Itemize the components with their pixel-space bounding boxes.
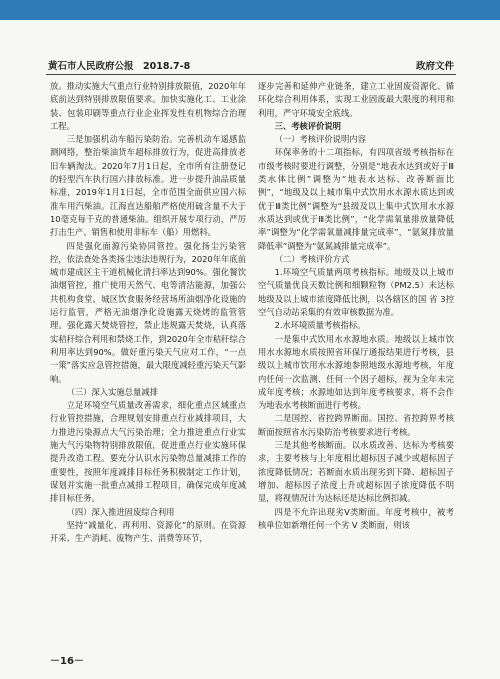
section-label: 政府文件 bbox=[415, 61, 454, 72]
subsection-heading: （一）考核评价说明内容 bbox=[274, 134, 366, 145]
paragraph: 三是加强机动车船污染防治。完善机动车遥感监测网络，整治柴油货车超标排放行为，促进高排放老旧车辆淘汰。2020年7月1日起，全市所有注册登记的轻型汽车执行国六排放标准。进一步提升油品质量标准，2019年1月1日起，全市范围全面供应国六标准车用汽柴油。江海直达船舶严格使用硫含量不大于10毫克每千克的普通柴油。组织开展专项行动，严厉打击生产、销售和使用非标车（船）用燃料。 bbox=[50, 134, 246, 238]
paragraph: 三是其他考核断面。以水质改善、达标为考核要求，主要考核与上年度相比超标因子减少或超标因子浓度降低情况；若断面水质出现劣到下降、超标因子增加、超标因子浓度上升或超标因子浓度降低不明显，将视情况计为达标还是达标比例扣减。 bbox=[258, 440, 454, 504]
paragraph: 逐步完善和延伸产业链条，建立工业固废资源化、循环化综合利用体系，实现工业固废最大限度的利用和利用，严守环境安全底线。 bbox=[258, 81, 454, 118]
section-heading: 三、考核评价说明 bbox=[274, 120, 341, 131]
right-column bbox=[258, 80, 454, 648]
subsection-heading: （二）考核评价方式 bbox=[274, 253, 350, 264]
left-column bbox=[50, 80, 246, 648]
paragraph: 四是强化面源污染协同管控。强化扬尘污染管控，依法查处各类扬尘违法违规行为，2020年年底前城市建成区主干道机械化清扫率达到90%。强化餐饮油烟管控，推广使用天然气、电等清洁能源，加强公共机构食堂、城区饮食服务经营场所油烟净化设施的运行监管，严格无油烟净化设施露天烧烤的监管管理。强化露天焚烧管控，禁止违规露天焚烧，认真落实秸秆综合利用和禁烧工作，到2020年全市秸秆综合利用率达到90%。做好重污染天气应对工作，“一点一策”落实应急管控措施，最大限度减轻重污染天气影响。 bbox=[50, 240, 246, 384]
subsection-heading: （三）深入实施总量减排 bbox=[66, 386, 158, 397]
header-color-bar bbox=[0, 0, 500, 20]
subsection-heading: （四）深入推进固废综合利用 bbox=[66, 506, 175, 517]
page-number: －16－ bbox=[50, 656, 84, 667]
publication-title: 黄石市人民政府公报 2018.7-8 bbox=[48, 61, 191, 72]
paragraph: 坚持“减量化、再利用、资源化”的原则。在资源开采、生产消耗、废物产生、消费等环节， bbox=[50, 519, 246, 544]
paragraph: 立足环境空气质量改善需求，细化重点区域重点行业管控措施，合理规划安排重点行业减排项目，大力推进污染源点大气污染治理；全力推进重点行业实施大气污染物特别排放限值，促进重点行业实施环保提升改造工程。要充分认识水污染物总量减排工作的重要性，按照年度减排目标任务积极制定工作计划，谋划并实施一批重点减排工程项目，确保完成年度减排目标任务。 bbox=[50, 400, 246, 504]
paragraph: 2.水环境质量考核指标。 bbox=[274, 320, 366, 331]
paragraph: 四是不允许出现劣Ⅴ类断面。年度考核中，被考核单位如新增任何一个劣 Ⅴ 类断面，则该 bbox=[258, 506, 454, 530]
paragraph: 一是集中式饮用水水源地水质。地级以上城市饮用水水源地水质按照省环保厅通报结果进行考核，县级以上城市饮用水水源地参照地级水源地考核，年度内任何一次监测、任何一个因子超标，视为全年未完成年度考核；水源地如达到年度考核要求，将不会作为地表水考核断面进行考核。 bbox=[258, 333, 454, 411]
paragraph: 环保率务的十二项指标，有四项省级考核指标在市级考核时要进行调整，分别是“地表水达到或好于Ⅲ类水体比例”调整为“地表水达标、改善断面比例”，“地级及以上城市集中式饮用水水源水质达到或优于Ⅲ类比例”调整为“县级及以上集中式饮用水水源水质达到或优于Ⅲ类比例”，“化学需氧量排放量降低率”调整为“化学需氧量减排量完成率”，“氨氮排放量降低率”调整为“氨氮减排量完成率”。 bbox=[258, 147, 454, 251]
running-head bbox=[48, 58, 454, 72]
paragraph: 1.环境空气质量两项考核指标。地级及以上城市空气质量优良天数比例和细颗粒物（PM2.5）未达标地级及以上城市浓度降低比例，以各辖区的国 省 3控空气自动站采集的有效审核数据为准。 bbox=[258, 267, 454, 318]
text-columns bbox=[50, 80, 454, 648]
header-rule bbox=[46, 74, 456, 75]
paragraph: 放。推动实施大气重点行业特别排放限值，2020年年底前达到特别排放限值要求。加快实施化工、工业涂装、包装印刷等重点行业企业挥发性有机物综合治理工程。 bbox=[50, 81, 246, 131]
paragraph: 二是国控、省控跨界断面。国控、省控跨界考核断面按照省水污染防治考核要求进行考核。 bbox=[258, 413, 454, 437]
